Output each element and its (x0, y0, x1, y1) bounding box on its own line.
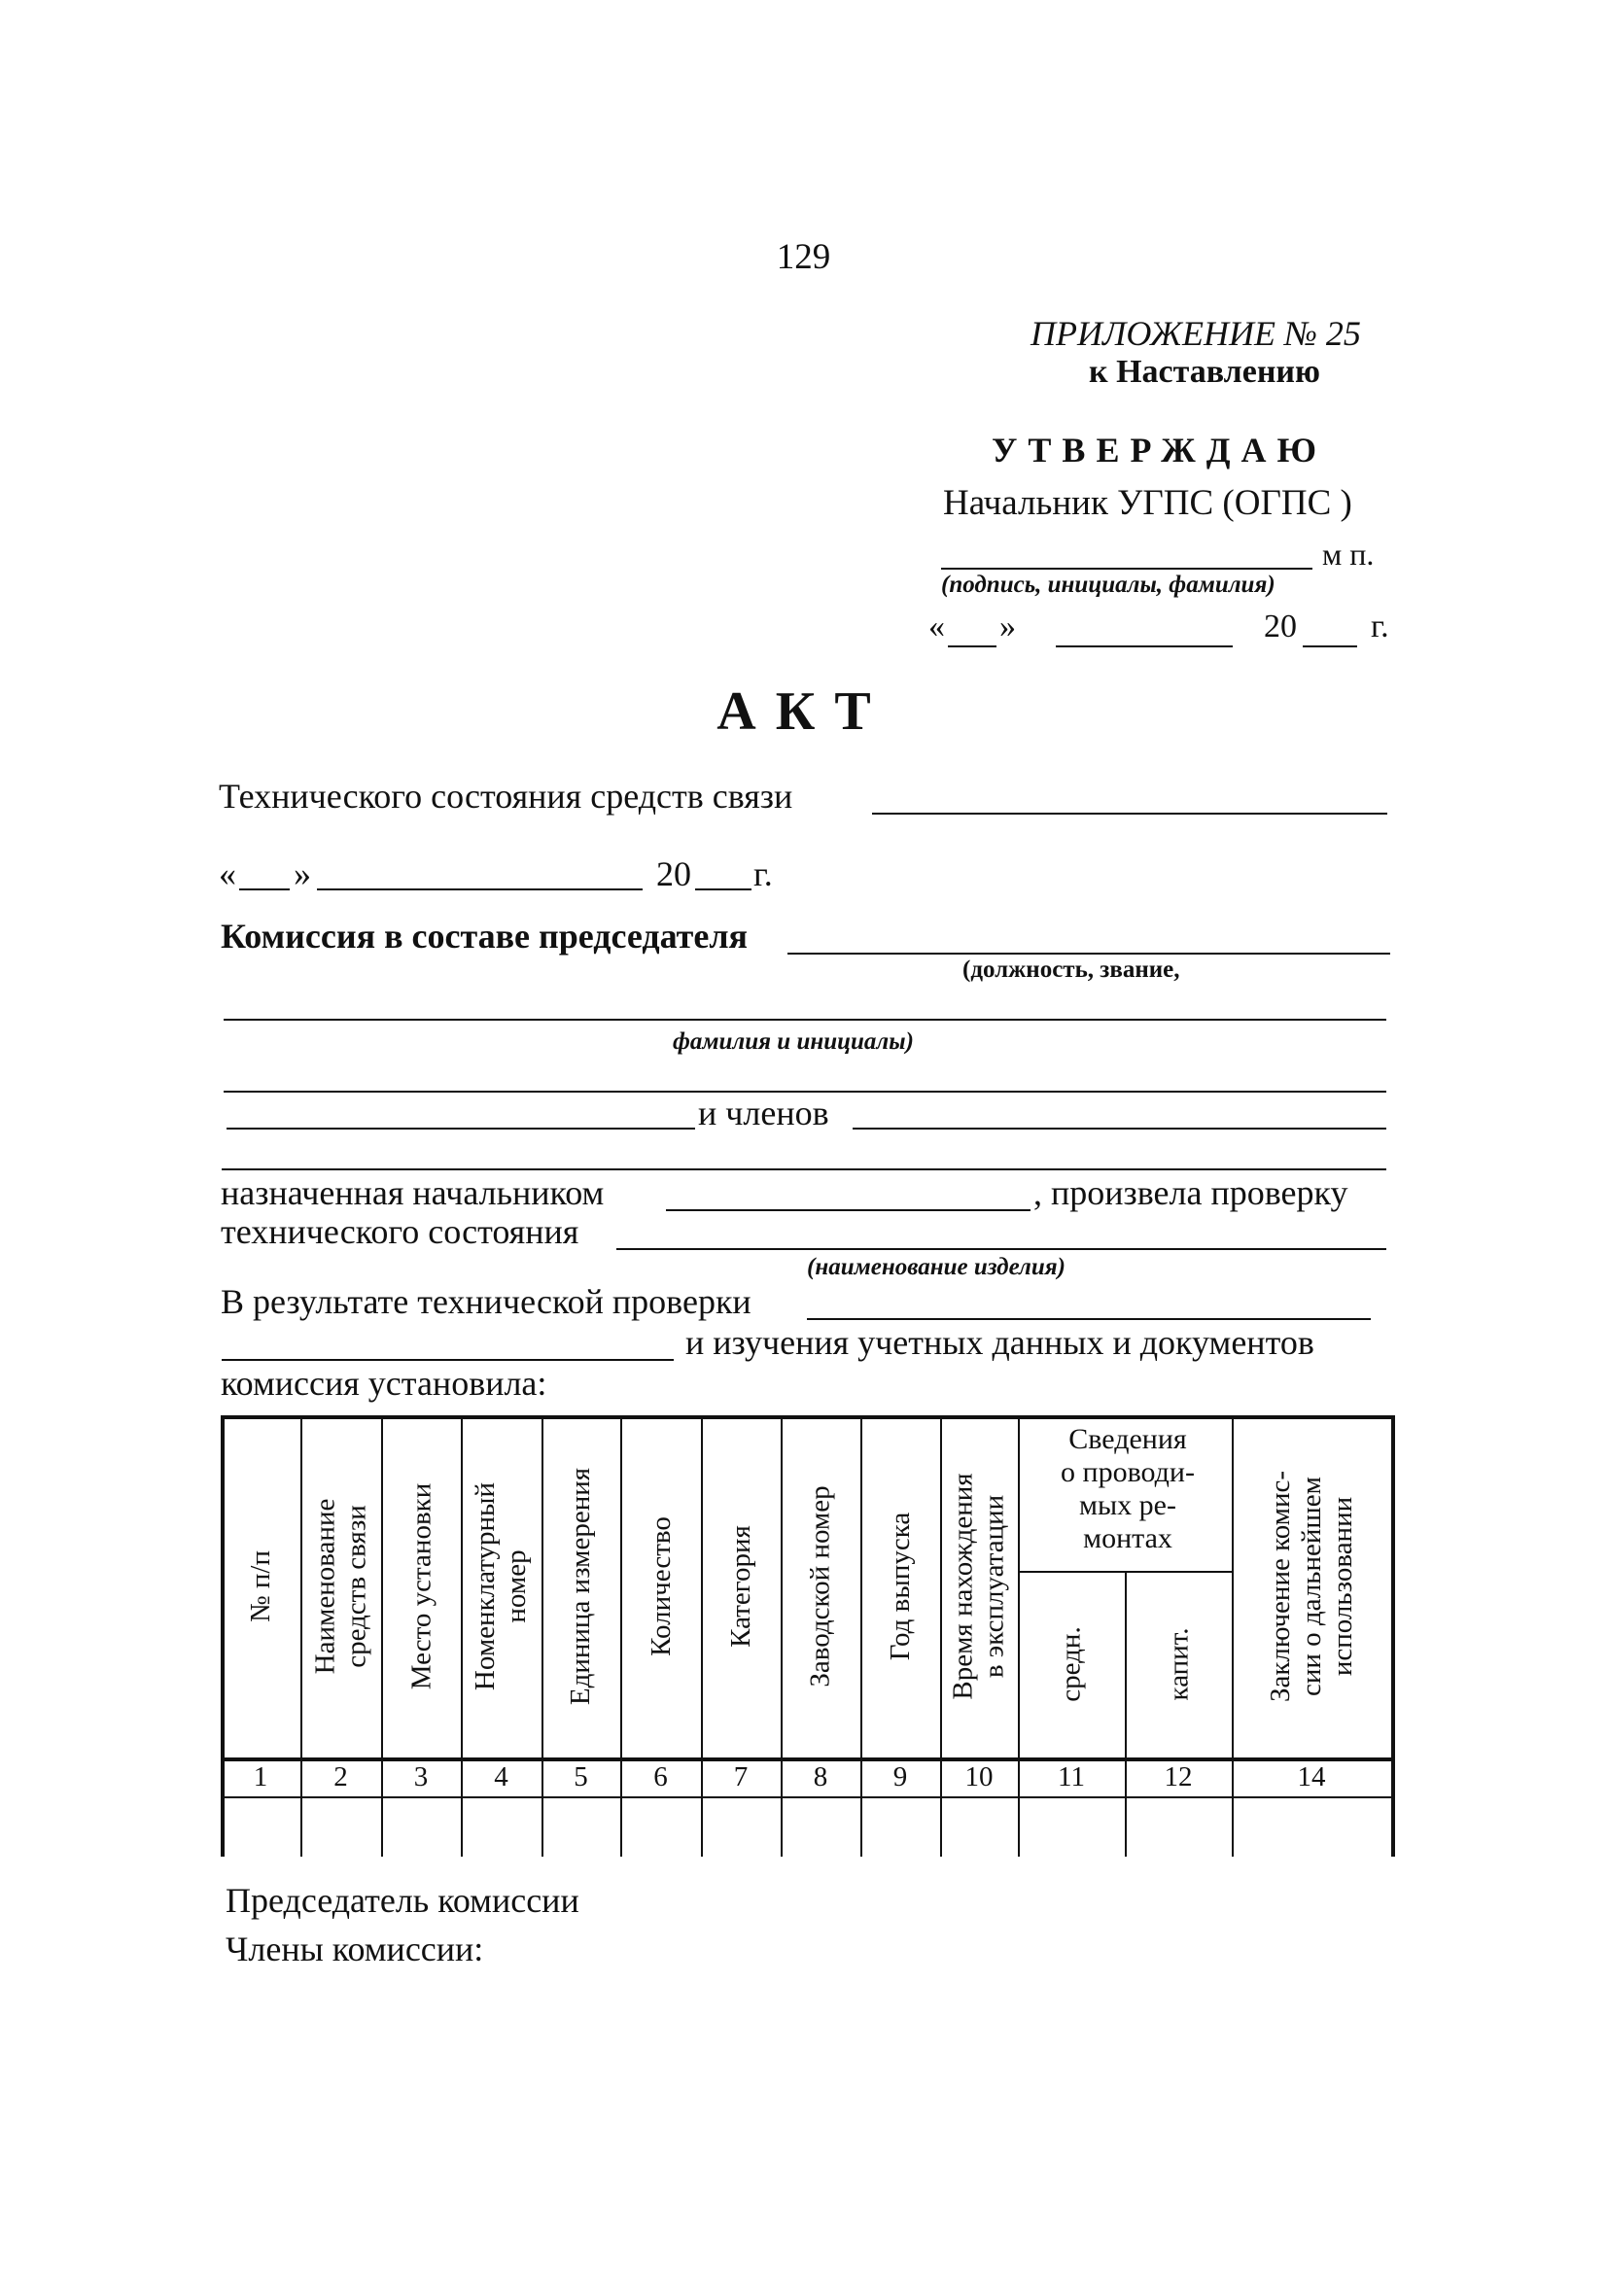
col-number: 1 (253, 1761, 268, 1792)
approval-date-open: « (928, 609, 945, 644)
header-item-number: Номенклатурный номер (470, 1481, 533, 1691)
act-year-line[interactable] (695, 888, 751, 890)
chairman-signature-label: Председатель комиссии (226, 1881, 579, 1920)
chairman-line[interactable] (787, 953, 1390, 955)
appendix-subtitle: к Наставлению (1089, 354, 1320, 390)
signature-line[interactable] (941, 568, 1312, 570)
document-title: АКТ (716, 681, 891, 742)
checked-label: , произвела проверку (1033, 1173, 1348, 1212)
header-serial: Заводской номер (805, 1485, 837, 1687)
col-number: 3 (413, 1761, 429, 1792)
page-number: 129 (776, 237, 831, 277)
col-number: 8 (813, 1761, 828, 1792)
result-label: В результате технической проверки (221, 1282, 751, 1321)
act-subject-label: Технического состояния средств связи (219, 777, 793, 816)
members-line-right[interactable] (853, 1128, 1386, 1130)
members-label: и членов (698, 1094, 829, 1132)
approval-year: 20 (1264, 609, 1297, 644)
col-number: 10 (964, 1761, 994, 1792)
approver-position: Начальник УГПС (ОГПС ) (943, 483, 1352, 523)
act-year-suffix: г. (753, 854, 773, 893)
act-date-close: » (294, 854, 311, 893)
header-location: Место установки (405, 1482, 437, 1690)
act-date-open: « (219, 854, 236, 893)
approval-day-line[interactable] (948, 645, 996, 647)
members-line-2[interactable] (222, 1168, 1386, 1170)
members-signature-label: Члены комиссии: (226, 1930, 484, 1968)
appointed-label: назначенная начальником (221, 1173, 605, 1212)
result-line[interactable] (807, 1318, 1371, 1320)
col-number: 14 (1297, 1761, 1326, 1792)
approve-heading: УТВЕРЖДАЮ (992, 431, 1328, 470)
product-name-line[interactable] (616, 1248, 1386, 1250)
established-label: комиссия установила: (221, 1364, 547, 1403)
chairman-caption-2: фамилия и инициалы) (673, 1028, 914, 1055)
approval-year-line[interactable] (1303, 645, 1357, 647)
header-number: № п/п (244, 1549, 276, 1623)
study-label: и изучения учетных данных и документов (685, 1323, 1314, 1362)
header-unit: Единица измерения (565, 1467, 597, 1706)
col-number: 4 (494, 1761, 508, 1792)
stamp-place: м п. (1322, 537, 1375, 572)
col-number: 9 (892, 1761, 908, 1792)
product-name-caption: (наименование изделия) (807, 1254, 1066, 1280)
act-month-line[interactable] (317, 888, 643, 890)
approval-month-line[interactable] (1056, 645, 1233, 647)
chairman-line-2[interactable] (224, 1019, 1386, 1021)
act-subject-line[interactable] (872, 813, 1387, 815)
act-year: 20 (656, 854, 691, 893)
header-conclusion: Заключение комис- сии о дальнейшем использовании (1265, 1470, 1359, 1703)
header-service-time: Время нахождения в эксплуатации (948, 1473, 1011, 1700)
header-repair-medium: средн. (1055, 1626, 1087, 1702)
header-year: Год выпуска (885, 1512, 917, 1661)
header-repairs: Сведения о проводи- мых ре- монтах (1061, 1423, 1195, 1554)
appointed-by-line[interactable] (666, 1209, 1031, 1211)
col-number: 12 (1164, 1761, 1193, 1792)
approval-year-suffix: г. (1371, 609, 1389, 644)
signature-caption: (подпись, инициалы, фамилия) (941, 572, 1275, 598)
col-number: 5 (574, 1761, 588, 1792)
tech-state-label: технического состояния (221, 1212, 579, 1251)
members-line-left[interactable] (227, 1128, 695, 1130)
approval-date-close: » (999, 609, 1016, 644)
col-number: 7 (733, 1761, 749, 1792)
result-line-2[interactable] (222, 1359, 674, 1361)
appendix-label: ПРИЛОЖЕНИЕ № 25 (1031, 314, 1361, 353)
inspection-table (221, 1415, 1395, 1857)
chairman-caption: (должность, звание, (962, 957, 1180, 983)
header-category: Категория (725, 1525, 757, 1648)
header-name: Наименование средств связи (309, 1498, 372, 1675)
act-day-line[interactable] (239, 888, 290, 890)
commission-label: Комиссия в составе председателя (221, 917, 749, 956)
col-number: 2 (333, 1761, 348, 1792)
col-number: 11 (1058, 1761, 1085, 1792)
header-quantity: Количество (645, 1516, 677, 1656)
header-repair-capital: капит. (1162, 1627, 1194, 1701)
col-number: 6 (653, 1761, 668, 1792)
